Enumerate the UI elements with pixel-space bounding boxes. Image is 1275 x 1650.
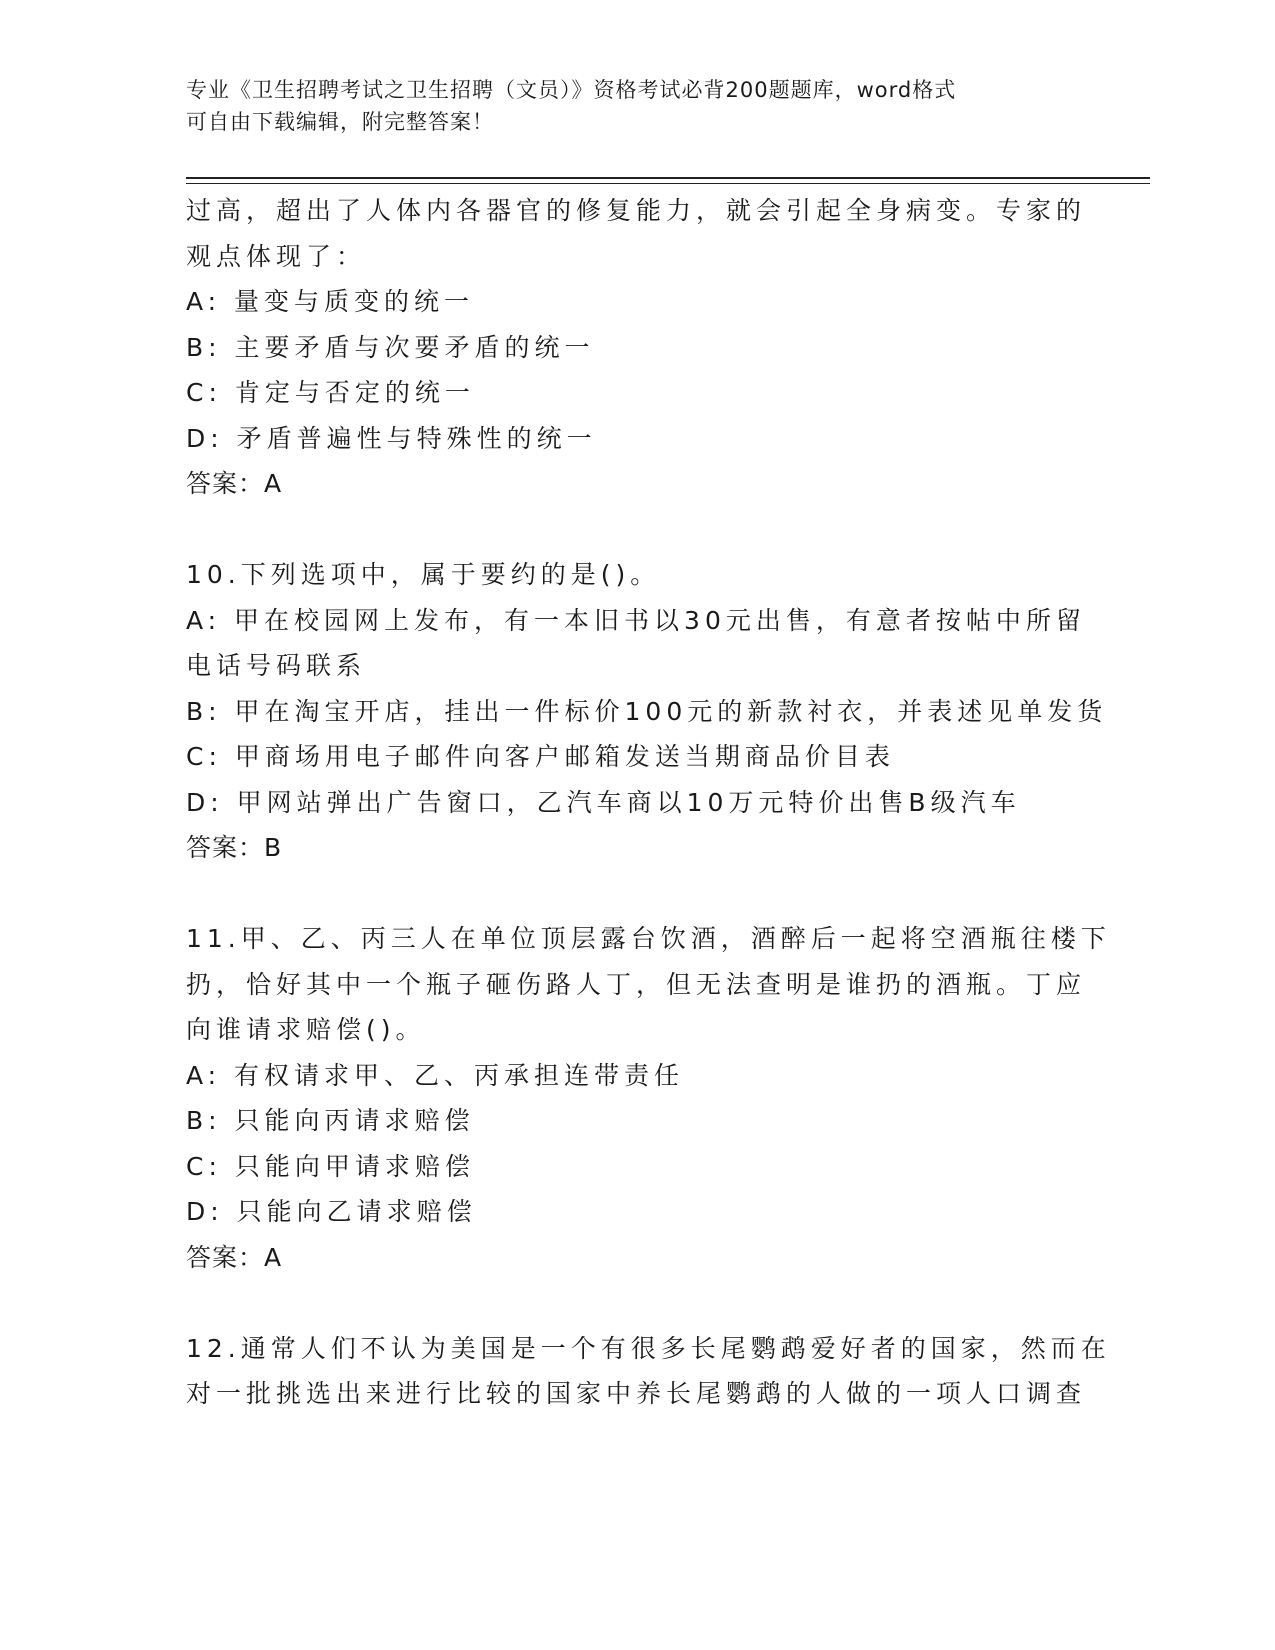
question-stem-line: 观点体现了： bbox=[186, 241, 367, 271]
question-spacer bbox=[186, 871, 1086, 917]
option-d: D: 矛盾普遍性与特殊性的统一 bbox=[186, 423, 597, 453]
option-a-continued: 电话号码联系 bbox=[186, 651, 367, 680]
option-c: C: 甲商场用电子邮件向客户邮箱发送当期商品价目表 bbox=[186, 742, 895, 771]
option-b: B: 只能向丙请求赔偿 bbox=[186, 1106, 475, 1135]
option-d: D: 只能向乙请求赔偿 bbox=[186, 1197, 477, 1226]
option-d: D: 甲网站弹出广告窗口，乙汽车商以10万元特价出售B级汽车 bbox=[186, 787, 1021, 817]
header-title-line-2: 可自由下载编辑，附完整答案！ bbox=[186, 110, 494, 134]
question-stem-line: 扔，恰好其中一个瓶子砸伤路人丁，但无法查明是谁扔的酒瓶。丁应 bbox=[186, 969, 1087, 999]
question-10 bbox=[186, 552, 1108, 871]
header-divider-thin bbox=[186, 183, 1150, 184]
header-title-line-1: 专业《卫生招聘考试之卫生招聘（文员）》资格考试必背200题题库，word格式 bbox=[186, 78, 957, 102]
question-spacer bbox=[186, 507, 1086, 553]
question-stem-line: 12.通常人们不认为美国是一个有很多长尾鹦鹉爱好者的国家，然而在 bbox=[186, 1333, 1111, 1363]
answer-line: 答案：A bbox=[186, 1242, 283, 1272]
question-stem-line: 10.下列选项中，属于要约的是()。 bbox=[186, 560, 661, 589]
answer-line: 答案：A bbox=[186, 469, 283, 498]
option-b: B: 主要矛盾与次要矛盾的统一 bbox=[186, 332, 595, 362]
question-stem-line: 向谁请求赔偿()。 bbox=[186, 1015, 426, 1044]
question-list bbox=[186, 188, 1111, 1417]
option-c: C: 肯定与否定的统一 bbox=[186, 378, 475, 407]
option-b: B: 甲在淘宝开店，挂出一件标价100元的新款衬衣，并表述见单发货 bbox=[186, 696, 1108, 726]
option-a: A: 甲在校园网上发布，有一本旧书以30元出售，有意者按帖中所留 bbox=[186, 605, 1086, 635]
question-9 bbox=[186, 188, 1086, 507]
page-header bbox=[186, 74, 1066, 138]
question-stem-line: 对一批挑选出来进行比较的国家中养长尾鹦鹉的人做的一项人口调查 bbox=[186, 1379, 1087, 1408]
question-11 bbox=[186, 916, 1111, 1280]
answer-line: 答案：B bbox=[186, 833, 283, 862]
question-stem-line: 11.甲、乙、丙三人在单位顶层露台饮酒，酒醉后一起将空酒瓶往楼下 bbox=[186, 924, 1111, 953]
option-a: A: 有权请求甲、乙、丙承担连带责任 bbox=[186, 1060, 685, 1090]
question-spacer bbox=[186, 1280, 1086, 1326]
option-a: A: 量变与质变的统一 bbox=[186, 287, 475, 316]
option-c: C: 只能向甲请求赔偿 bbox=[186, 1151, 475, 1181]
header-divider-thick bbox=[186, 177, 1150, 179]
question-stem-line: 过高，超出了人体内各器官的修复能力，就会引起全身病变。专家的 bbox=[186, 196, 1087, 225]
question-12 bbox=[186, 1326, 1111, 1417]
